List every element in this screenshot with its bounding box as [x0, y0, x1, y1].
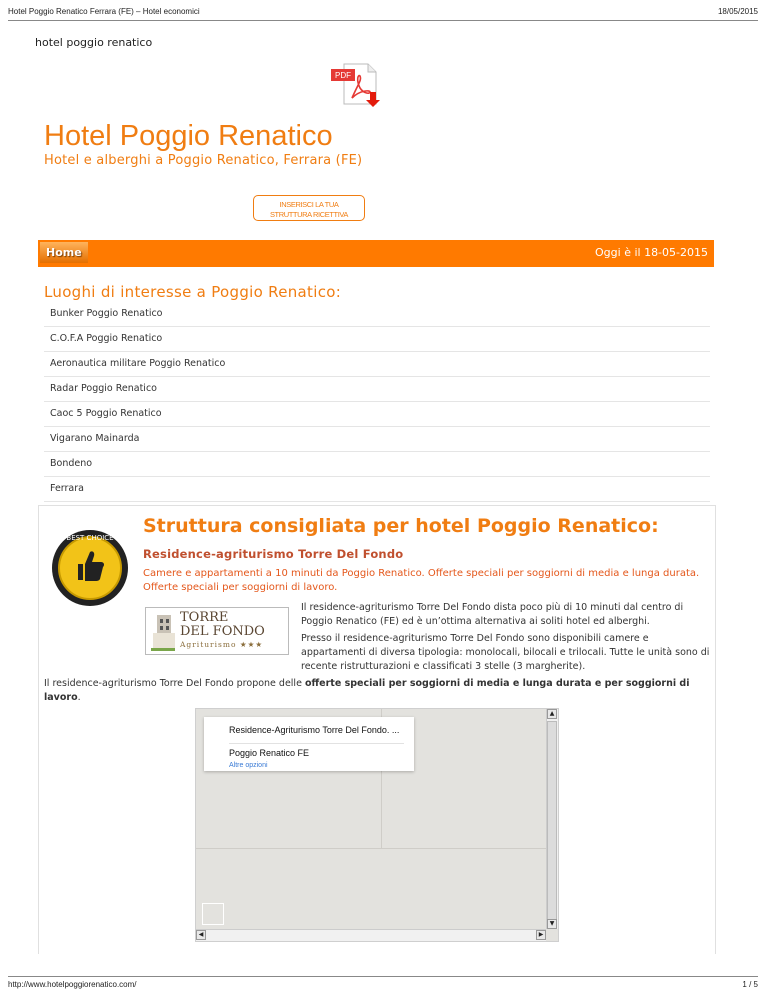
poi-link[interactable]: Bunker Poggio Renatico	[44, 302, 710, 327]
pdf-download-icon[interactable]	[330, 62, 382, 108]
logo-line-2: DEL FONDO	[180, 624, 265, 639]
print-header	[8, 6, 758, 21]
print-page-number: 1 / 5	[742, 980, 758, 989]
svg-text:PDF: PDF	[335, 71, 351, 80]
embedded-map[interactable]	[195, 708, 559, 942]
poi-link[interactable]: Bondeno	[44, 452, 710, 477]
map-place-name[interactable]: Residence-Agriturismo Torre Del Fondo. ...	[229, 725, 400, 735]
cta-line-2: STRUTTURA RICETTIVA	[269, 210, 349, 219]
description-paragraph-3: Il residence-agriturismo Torre Del Fondo propone delle offerte speciali per soggiorni di media e lunga durata e per soggiorni di lavoro.	[44, 678, 690, 703]
print-date: 18/05/2015	[717, 7, 758, 16]
poi-link[interactable]: Radar Poggio Renatico	[44, 377, 710, 402]
poi-link[interactable]: Aeronautica militare Poggio Renatico	[44, 352, 710, 377]
poi-heading: Luoghi di interesse a Poggio Renatico:	[44, 283, 342, 301]
print-url: http://www.hotelpoggiorenatico.com/	[8, 980, 137, 989]
recommended-description: Camere e appartamenti a 10 minuti da Poggio Renatico. Offerte speciali per soggiorni di media e lunga durata. Offerte speciali per soggiorni di lavoro.	[143, 568, 700, 593]
poi-link[interactable]: C.O.F.A Poggio Renatico	[44, 327, 710, 352]
poi-link[interactable]: Caoc 5 Poggio Renatico	[44, 402, 710, 427]
map-fullscreen-button[interactable]	[202, 903, 224, 925]
torre-del-fondo-logo[interactable]	[145, 607, 289, 655]
map-road	[196, 848, 546, 849]
map-more-options-link[interactable]: Altre opzioni	[229, 762, 268, 769]
cta-line-1: INSERISCI LA TUA	[279, 200, 339, 209]
scroll-down-icon[interactable]: ▼	[547, 919, 557, 929]
print-title: Hotel Poggio Renatico Ferrara (FE) – Hotel economici	[8, 7, 200, 16]
logo-line-3: Agriturismo ★★★	[180, 640, 264, 649]
site-title: Hotel Poggio Renatico	[44, 120, 333, 152]
description-paragraph-1: Il residence-agriturismo Torre Del Fondo dista poco più di 10 minuti dal centro di Poggio Renatico (FE) ed è un’ottima alternativa ai soliti hotel ed alberghi.	[301, 602, 684, 627]
tower-icon	[151, 611, 175, 651]
recommended-heading: Struttura consigliata per hotel Poggio Renatico:	[143, 515, 659, 537]
offers-highlight: offerte speciali per soggiorni di media e lunga durata e per soggiorni di lavoro	[44, 678, 690, 703]
scroll-up-icon[interactable]: ▲	[547, 709, 557, 719]
site-label: hotel poggio renatico	[35, 36, 153, 49]
add-property-button[interactable]	[253, 195, 365, 221]
map-info-card	[204, 717, 414, 771]
poi-link[interactable]: Vigarano Mainarda	[44, 427, 710, 452]
map-vertical-scrollbar[interactable]	[546, 709, 558, 929]
best-choice-badge-icon	[50, 528, 130, 608]
today-date: Oggi è il 18-05-2015	[595, 246, 708, 259]
scroll-left-icon[interactable]: ◀	[196, 930, 206, 940]
map-horizontal-scrollbar[interactable]	[196, 929, 546, 941]
scroll-thumb[interactable]	[547, 721, 557, 923]
logo-line-1: TORRE	[180, 610, 229, 625]
description-paragraph-2: Presso il residence-agriturismo Torre Del Fondo sono disponibili camere e appartamenti di diversa tipologia: monolocali, bilocali e trilocali. Tutte le unità sono di recente ristrutturazioni e classificati 3 stelle (3 margherite).	[301, 633, 710, 672]
map-location: Poggio Renatico FE	[229, 748, 310, 758]
nav-bar	[38, 240, 714, 267]
scroll-right-icon[interactable]: ▶	[536, 930, 546, 940]
site-subtitle: Hotel e alberghi a Poggio Renatico, Ferrara (FE)	[44, 153, 363, 168]
nav-home-tab[interactable]: Home	[40, 242, 88, 263]
poi-link[interactable]: Ferrara	[44, 477, 710, 502]
recommended-name[interactable]: Residence-agriturismo Torre Del Fondo	[143, 547, 404, 561]
svg-text:BEST CHOICE: BEST CHOICE	[66, 534, 114, 542]
print-footer	[8, 976, 758, 991]
poi-list	[44, 302, 710, 502]
